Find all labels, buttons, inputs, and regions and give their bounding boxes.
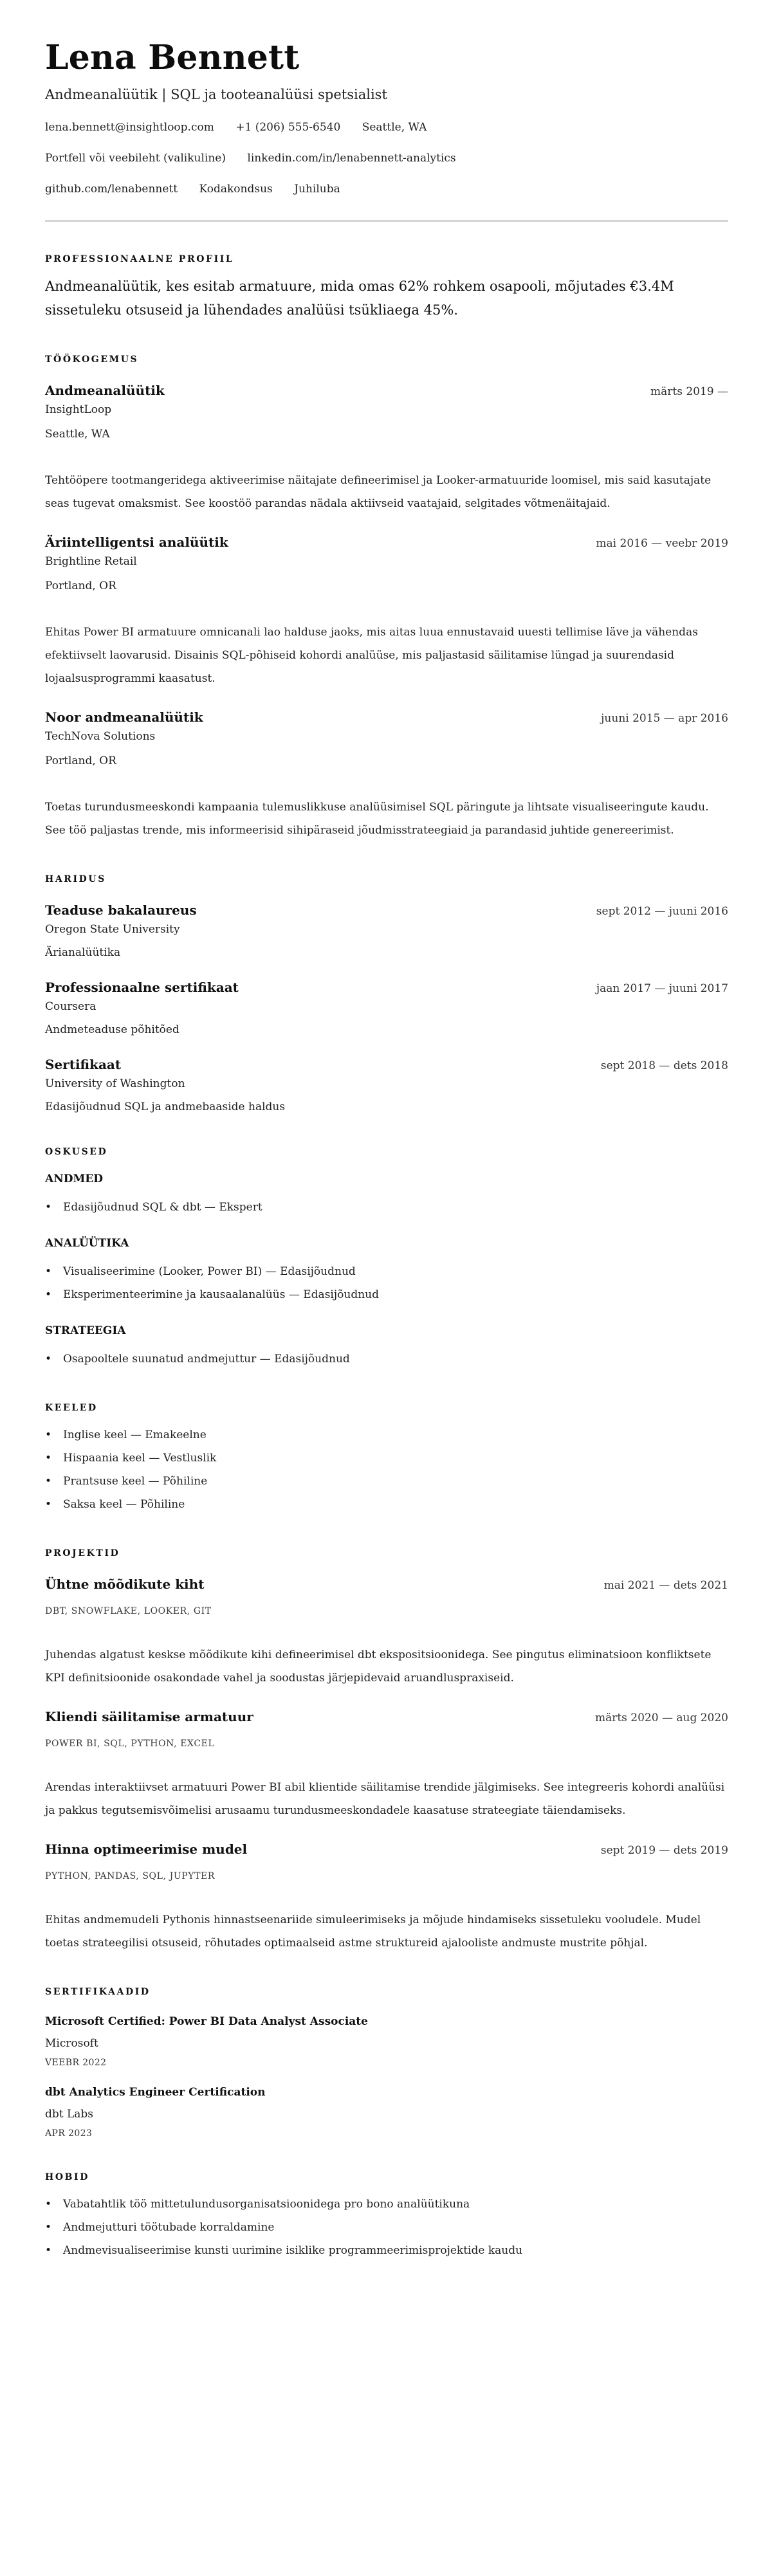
certification-item — [45, 2014, 728, 2069]
school-name: Oregon State University — [45, 923, 180, 936]
project-item — [45, 1708, 728, 1822]
language-list — [45, 1423, 728, 1516]
section-profile — [45, 253, 728, 322]
contact-drivers-license: Juhiluba — [294, 183, 340, 196]
hobby-item: • Vabatahtlik töö mittetulundusorganisatsioonidega pro bono analüütikuna — [45, 2193, 728, 2216]
school-name: Coursera — [45, 1000, 96, 1013]
project-description: Ehitas andmemudeli Pythonis hinnastseenariide simuleerimiseks ja mõjude hindamiseks sissetuleku vooludele. Mudel toetas strateegilisi otsuseid, rõhutades optimaalseid astme struktureid ajalooliste andmuste mustrite põhjal. — [45, 1914, 701, 1950]
school-name: University of Washington — [45, 1077, 185, 1090]
skill-group-title: ANALÜÜTIKA — [45, 1237, 129, 1250]
contact-linkedin[interactable]: linkedin.com/in/lenabennett-analytics — [247, 152, 456, 165]
section-title-profile: PROFESSIONAALNE PROFIIL — [45, 254, 234, 264]
skill-list — [45, 1196, 728, 1219]
education-item — [45, 978, 728, 1037]
education-dates: sept 2018 — dets 2018 — [600, 1059, 728, 1072]
skill-list — [45, 1347, 728, 1371]
certification-name: dbt Analytics Engineer Certification — [45, 2086, 266, 2099]
job-location: Seattle, WA — [45, 428, 110, 441]
job-description: Tehtööpere tootmangeridega aktiveerimise näitajate defineerimisel ja Looker-armatuuride loomisel, mis said kasutajate seas tugevat omaksmist. See koostöö parandas nädala aktiivseid vaatajaid, selgitades võtmenäitajaid. — [45, 474, 712, 510]
section-experience — [45, 353, 728, 842]
experience-item — [45, 381, 728, 515]
section-title-projects: PROJEKTID — [45, 1548, 120, 1558]
skill-item: • Visualiseerimine (Looker, Power BI) — Edasijõudnud — [45, 1260, 728, 1283]
job-location: Portland, OR — [45, 580, 116, 592]
contact-phone[interactable]: +1 (206) 555-6540 — [235, 121, 341, 134]
contact-location: Seattle, WA — [362, 121, 427, 134]
job-company: InsightLoop — [45, 403, 112, 416]
education-dates: jaan 2017 — juuni 2017 — [596, 982, 728, 995]
job-description: Ehitas Power BI armatuure omnicanali lao halduse jaoks, mis aitas luua ennustavaid uuesti tellimise läve ja vähendas efektiivselt laovarusid. Disainis SQL-põhiseid kohordi analüüse, mis paljastasid säilitamise lüngad ja suurendasid lojaalsusprogrammi kaasatust. — [45, 626, 698, 685]
contact-portfolio[interactable]: Portfell või veebileht (valikuline) — [45, 152, 226, 165]
hobby-list — [45, 2193, 728, 2262]
job-company: TechNova Solutions — [45, 730, 156, 743]
project-name: Ühtne mõõdikute kiht — [45, 1576, 205, 1592]
education-item — [45, 901, 728, 960]
study-field: Ärianalüütika — [45, 946, 121, 959]
section-title-skills: OSKUSED — [45, 1147, 108, 1157]
education-item — [45, 1055, 728, 1115]
language-item: • Hispaania keel — Vestluslik — [45, 1447, 728, 1470]
contact-row-1 — [45, 120, 728, 135]
degree-title: Sertifikaat — [45, 1057, 122, 1072]
job-company: Brightline Retail — [45, 555, 137, 568]
contact-email[interactable]: lena.bennett@insightloop.com — [45, 121, 214, 134]
certification-issuer: dbt Labs — [45, 2108, 94, 2121]
certification-name: Microsoft Certified: Power BI Data Analyst Associate — [45, 2015, 368, 2028]
contact-github[interactable]: github.com/lenabennett — [45, 183, 178, 196]
section-title-education: HARIDUS — [45, 874, 106, 884]
job-location: Portland, OR — [45, 754, 116, 767]
skill-group-title: ANDMED — [45, 1173, 103, 1185]
experience-item — [45, 533, 728, 690]
profile-summary: Andmeanalüütik, kes esitab armatuure, mida omas 62% rohkem osapooli, mõjutades €3.4M sissetuleku otsuseid ja lühendades analüüsi tsükliaega 45%. — [45, 279, 674, 318]
project-dates: sept 2019 — dets 2019 — [600, 1844, 728, 1857]
language-item: • Saksa keel — Põhiline — [45, 1493, 728, 1516]
certification-date: VEEBR 2022 — [45, 2058, 107, 2068]
experience-item — [45, 708, 728, 842]
candidate-tagline: Andmeanalüütik | SQL ja tooteanalüüsi spetsialist — [45, 87, 387, 102]
project-tech-stack: DBT, SNOWFLAKE, LOOKER, GIT — [45, 1606, 212, 1616]
project-tech-stack: PYTHON, PANDAS, SQL, JUPYTER — [45, 1871, 216, 1881]
skill-group-title: STRATEEGIA — [45, 1324, 126, 1337]
study-field: Andmeteaduse põhitõed — [45, 1023, 179, 1036]
skill-item: • Edasijõudnud SQL & dbt — Ekspert — [45, 1196, 728, 1219]
project-item — [45, 1840, 728, 1955]
certification-item — [45, 2085, 728, 2140]
certification-issuer: Microsoft — [45, 2037, 98, 2050]
job-dates: märts 2019 — — [650, 385, 728, 398]
project-name: Hinna optimeerimise mudel — [45, 1841, 248, 1857]
section-title-experience: TÖÖKOGEMUS — [45, 354, 139, 365]
degree-title: Professionaalne sertifikaat — [45, 980, 239, 995]
skill-item: • Eksperimenteerimine ja kausaalanalüüs — Edasijõudnud — [45, 1283, 728, 1306]
job-title: Äriintelligentsi analüütik — [45, 534, 228, 550]
project-item — [45, 1575, 728, 1690]
section-hobbies — [45, 2171, 728, 2262]
project-description: Arendas interaktiivset armatuuri Power BI abil klientide säilitamise trendide jälgimiseks. See integreeris kohordi analüüsi ja pakkus tegutsemisvõimelisi arusaamu turundusmeeskondadele kaasatuse strateegiate täiendamiseks. — [45, 1781, 725, 1817]
hobby-item: • Andmejutturi töötubade korraldamine — [45, 2216, 728, 2239]
job-dates: juuni 2015 — apr 2016 — [601, 712, 728, 725]
job-description: Toetas turundusmeeskondi kampaania tulemuslikkuse analüüsimisel SQL päringute ja lihtsate visualiseeringute kaudu. See töö paljastas trende, mis informeerisid sihipäraseid jõudmisstrateegiaid ja parandasid juhtide genereerimist. — [45, 801, 709, 837]
language-item: • Prantsuse keel — Põhiline — [45, 1470, 728, 1493]
project-tech-stack: POWER BI, SQL, PYTHON, EXCEL — [45, 1739, 215, 1749]
project-dates: märts 2020 — aug 2020 — [594, 1712, 728, 1724]
project-description: Juhendas algatust keskse mõõdikute kihi defineerimisel dbt ekspositsioonidega. See pingutus eliminatsioon konfliktsete KPI definitsioonide osakondade vahel ja soodustas järjepidevaid aruandluspraxiseid. — [45, 1649, 712, 1685]
section-skills — [45, 1146, 728, 1371]
section-projects — [45, 1547, 728, 1955]
contact-row-2 — [45, 151, 728, 166]
header-divider — [45, 220, 728, 222]
language-item: • Inglise keel — Emakeelne — [45, 1423, 728, 1447]
degree-title: Teaduse bakalaureus — [45, 902, 197, 918]
section-languages — [45, 1402, 728, 1516]
section-education — [45, 873, 728, 1115]
skill-item: • Osapooltele suunatud andmejuttur — Edasijõudnud — [45, 1347, 728, 1371]
section-title-certifications: SERTIFIKAADID — [45, 1987, 151, 1997]
section-certifications — [45, 1986, 728, 2140]
education-dates: sept 2012 — juuni 2016 — [596, 905, 728, 918]
job-dates: mai 2016 — veebr 2019 — [596, 537, 728, 550]
resume-header — [45, 37, 728, 197]
contact-row-3 — [45, 181, 728, 197]
skill-list — [45, 1260, 728, 1306]
hobby-item: • Andmevisualiseerimise kunsti uurimine isiklike programmeerimisprojektide kaudu — [45, 2239, 728, 2262]
section-title-hobbies: HOBID — [45, 2172, 89, 2182]
study-field: Edasijõudnud SQL ja andmebaaside haldus — [45, 1101, 286, 1113]
job-title: Noor andmeanalüütik — [45, 709, 203, 725]
job-title: Andmeanalüütik — [45, 383, 165, 398]
project-dates: mai 2021 — dets 2021 — [603, 1579, 728, 1592]
certification-date: APR 2023 — [45, 2128, 93, 2139]
contact-citizenship: Kodakondsus — [199, 183, 273, 196]
section-title-languages: KEELED — [45, 1403, 98, 1413]
candidate-name: Lena Bennett — [45, 38, 300, 77]
project-name: Kliendi säilitamise armatuur — [45, 1709, 253, 1724]
